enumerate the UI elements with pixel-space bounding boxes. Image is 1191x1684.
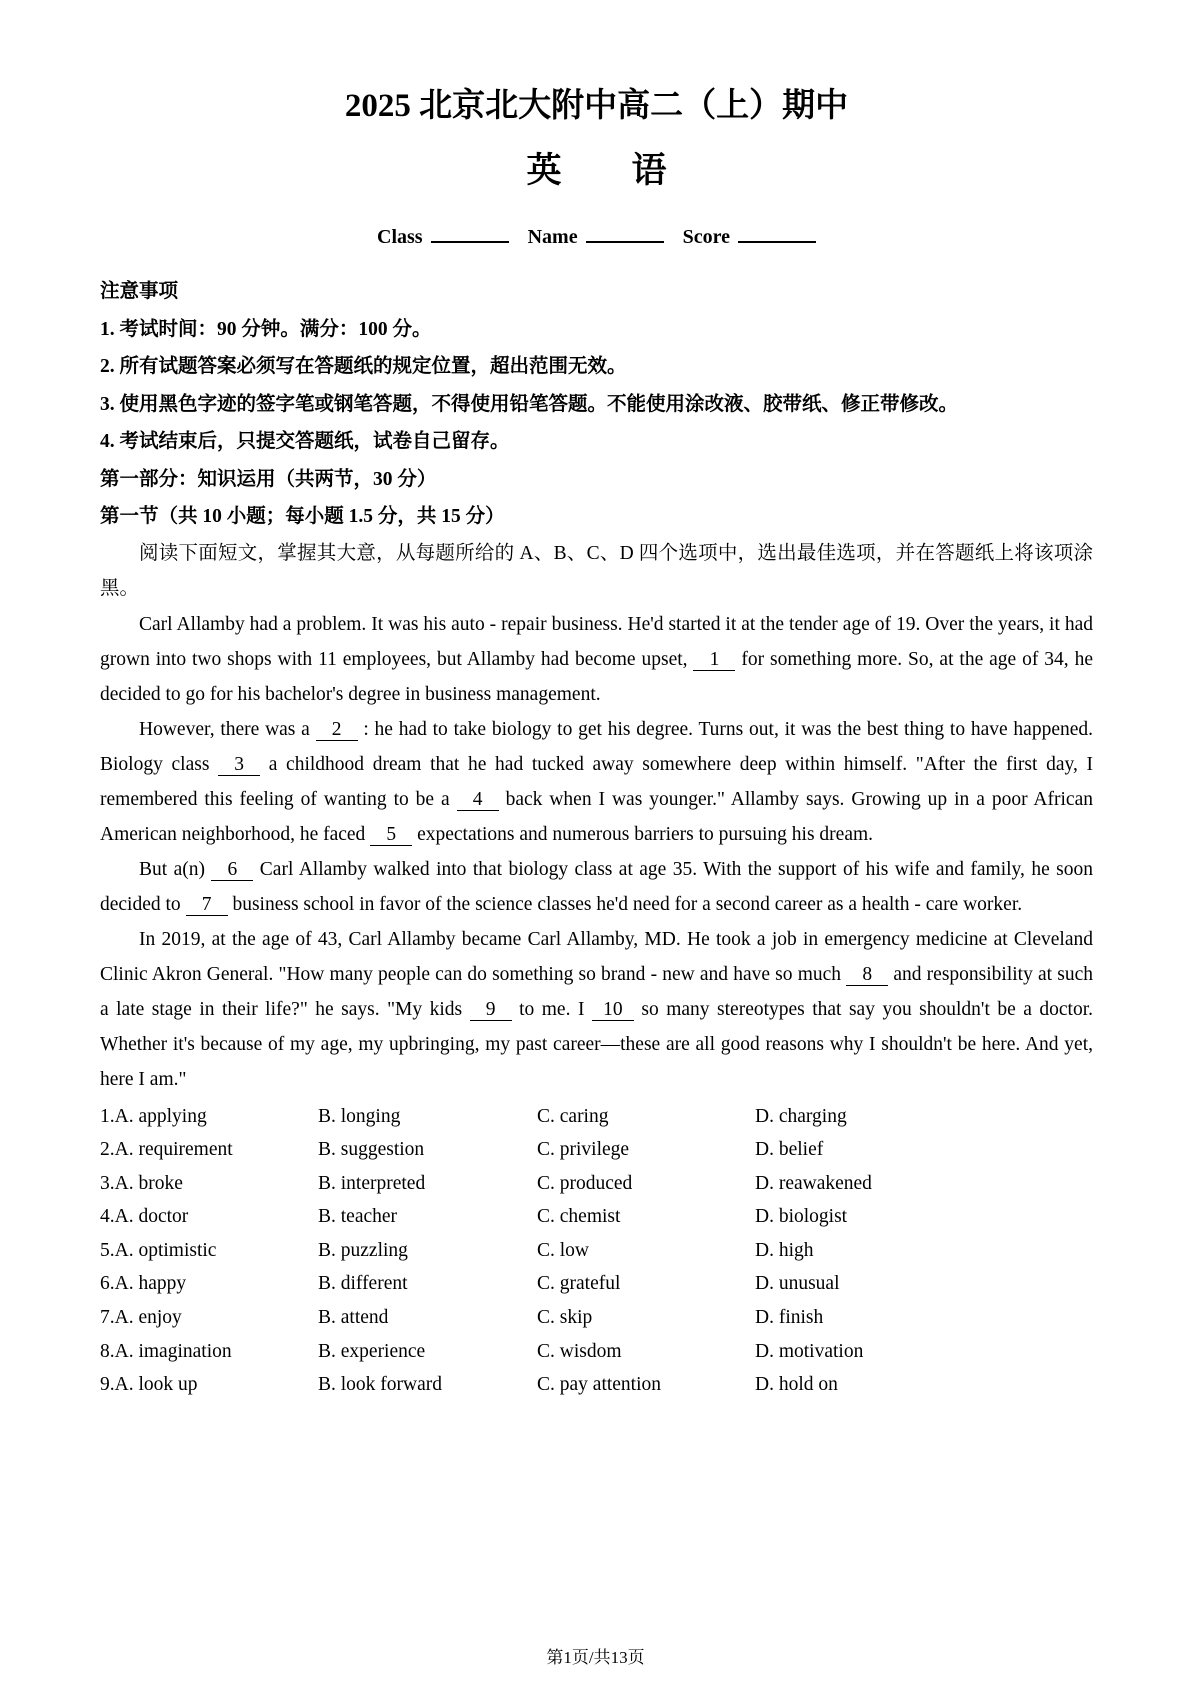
page-number: 第1页/共13页 <box>546 1648 645 1667</box>
passage-text: for something more. So, at the age of 34, he decided to go for his bachelor's degree in business management. <box>100 648 1093 705</box>
class-label: Class <box>377 226 423 248</box>
passage-paragraph <box>100 607 1093 712</box>
name-blank <box>586 221 664 243</box>
option-cell: D. reawakened <box>755 1172 872 1194</box>
option-cell: C. skip <box>537 1307 593 1329</box>
cloze-passage <box>100 607 1093 1097</box>
option-cell: C. caring <box>537 1105 609 1127</box>
question-row <box>100 1335 1093 1369</box>
question-row <box>100 1133 1093 1167</box>
notice-heading: 注意事项 <box>100 281 179 302</box>
question-options-table <box>100 1100 1093 1402</box>
passage-text: In 2019, at the age of 43, Carl Allamby became Carl Allamby, MD. He took a job in emergency medicine at Cleveland Clinic Akron General. "How many people can do something so brand - new and have so much <box>100 928 1093 985</box>
option-cell: B. puzzling <box>318 1239 408 1261</box>
class-blank <box>431 221 509 243</box>
option-cell: B. experience <box>318 1340 426 1362</box>
option-cell: D. biologist <box>755 1206 848 1228</box>
cloze-blank: 1 <box>693 649 735 671</box>
option-cell: C. grateful <box>537 1273 621 1295</box>
passage-text: expectations and numerous barriers to pursuing his dream. <box>412 823 874 845</box>
passage-text: But a(n) <box>139 858 212 880</box>
name-label: Name <box>527 226 578 248</box>
option-cell: B. longing <box>318 1105 401 1127</box>
cloze-blank: 8 <box>846 964 888 986</box>
question-row <box>100 1368 1093 1402</box>
option-cell: 2.A. requirement <box>100 1139 233 1161</box>
option-cell: 4.A. doctor <box>100 1206 189 1228</box>
question-row <box>100 1167 1093 1201</box>
option-cell: D. belief <box>755 1139 824 1161</box>
passage-text: back when I was younger." Allamby says. Growing up in a poor African American neighborhood, he faced <box>100 788 1093 845</box>
passage-paragraph <box>100 712 1093 852</box>
cloze-blank: 6 <box>211 859 253 881</box>
passage-text: : he had to take biology to get his degree. Turns out, it was the best thing to have happened. Biology class <box>100 718 1094 775</box>
option-cell: C. low <box>537 1239 590 1261</box>
subject-title: 英 语 <box>526 151 667 191</box>
part-heading: 第一部分：知识运用（共两节，30 分） <box>100 468 437 490</box>
cloze-blank: 5 <box>370 824 412 846</box>
notice-item: 1. 考试时间：90 分钟。满分：100 分。 <box>100 318 432 340</box>
passage-text: so many stereotypes that say you shouldn't be a doctor. Whether it's because of my age, my upbringing, my past career—these are all good reasons why I shouldn't be here. And yet, here I am." <box>100 998 1093 1090</box>
passage-text: a childhood dream that he had tucked away somewhere deep within himself. "After the first day, I remembered this feeling of wanting to be a <box>100 753 1093 810</box>
section-instructions: 阅读下面短文，掌握其大意，从每题所给的 A、B、C、D 四个选项中，选出最佳选项，并在答题纸上将该项涂黑。 <box>100 542 1093 599</box>
option-cell: 5.A. optimistic <box>100 1239 217 1261</box>
option-cell: B. interpreted <box>318 1172 426 1194</box>
option-cell: D. high <box>755 1239 814 1261</box>
option-cell: 1.A. applying <box>100 1105 207 1127</box>
option-cell: C. chemist <box>537 1206 621 1228</box>
option-cell: 3.A. broke <box>100 1172 183 1194</box>
passage-text: and responsibility at such a late stage in their life?" he says. "My kids <box>100 963 1093 1020</box>
option-cell: 9.A. look up <box>100 1374 198 1396</box>
passage-text: business school in favor of the science classes he'd need for a second career as a health - care worker. <box>227 893 1023 915</box>
option-cell: 8.A. imagination <box>100 1340 232 1362</box>
cloze-blank: 10 <box>592 999 634 1021</box>
option-cell: C. wisdom <box>537 1340 622 1362</box>
question-row <box>100 1200 1093 1234</box>
cloze-blank: 9 <box>470 999 512 1021</box>
option-cell: 7.A. enjoy <box>100 1307 182 1329</box>
option-cell: C. pay attention <box>537 1374 662 1396</box>
question-row <box>100 1100 1093 1134</box>
option-cell: D. motivation <box>755 1340 864 1362</box>
cloze-blank: 3 <box>218 754 260 776</box>
notice-item: 2. 所有试题答案必须写在答题纸的规定位置，超出范围无效。 <box>100 356 627 377</box>
option-cell: B. attend <box>318 1307 389 1329</box>
passage-paragraph <box>100 852 1093 922</box>
notice-item: 3. 使用黑色字迹的签字笔或钢笔答题，不得使用铅笔答题。不能使用涂改液、胶带纸、修正带修改。 <box>100 393 959 415</box>
score-blank <box>738 221 816 243</box>
passage-text: However, there was a <box>139 718 316 740</box>
option-cell: D. hold on <box>755 1374 838 1396</box>
cloze-blank: 7 <box>186 894 228 916</box>
question-row <box>100 1267 1093 1301</box>
student-info-line <box>100 221 1093 249</box>
option-cell: B. different <box>318 1273 408 1295</box>
score-label: Score <box>682 226 730 248</box>
option-cell: C. privilege <box>537 1139 630 1161</box>
option-cell: D. charging <box>755 1105 847 1127</box>
subsection-heading: 第一节（共 10 小题；每小题 1.5 分，共 15 分） <box>100 506 505 527</box>
passage-text: Carl Allamby had a problem. It was his auto - repair business. He'd started it at the tender age of 19. Over the years, it had grown into two shops with 11 employees, but Allamby had become upset, <box>100 613 1093 670</box>
option-cell: D. unusual <box>755 1273 840 1295</box>
notice-list <box>100 311 1093 461</box>
question-row <box>100 1234 1093 1268</box>
cloze-blank: 2 <box>316 719 358 741</box>
option-cell: 6.A. happy <box>100 1273 187 1295</box>
option-cell: B. suggestion <box>318 1139 425 1161</box>
question-row <box>100 1301 1093 1335</box>
notice-item: 4. 考试结束后，只提交答题纸，试卷自己留存。 <box>100 431 510 452</box>
option-cell: D. finish <box>755 1307 824 1329</box>
passage-paragraph <box>100 922 1093 1097</box>
passage-text: Carl Allamby walked into that biology class at age 35. With the support of his wife and family, he soon decided to <box>100 858 1093 915</box>
cloze-blank: 4 <box>457 789 499 811</box>
option-cell: B. look forward <box>318 1374 443 1396</box>
option-cell: C. produced <box>537 1172 633 1194</box>
page-content <box>100 0 1093 1402</box>
option-cell: B. teacher <box>318 1206 398 1228</box>
page-title: 2025 北京北大附中高二（上）期中 <box>344 88 849 124</box>
passage-text: to me. I <box>511 998 592 1020</box>
